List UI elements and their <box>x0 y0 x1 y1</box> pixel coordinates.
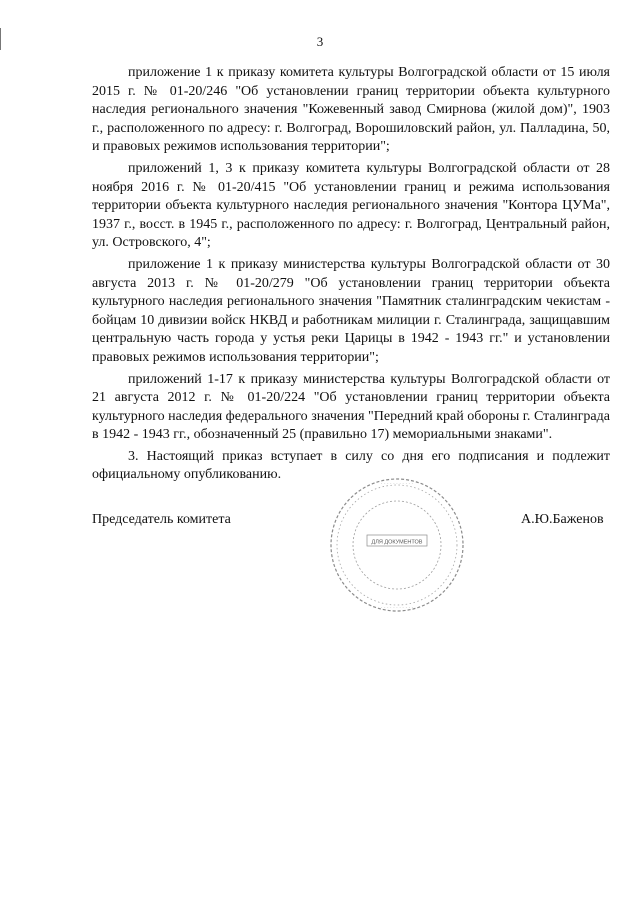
paragraph-appendix-1: приложение 1 к приказу комитета культуры Волгоградской области от 15 июля 2015 г. № 01-20/246 "Об установлении границ территории объекта культурного наследия регионального значения "Кожевенный завод Смирнова (жилой дом)", 1903 г., расположенного по адресу: г. Волгоград, Ворошиловский район, ул. Палладина, 50, и правовых режимов использования территории"; <box>92 65 610 155</box>
svg-text:· · · · · · · · · · ·: · · · · · · · · · · · <box>380 481 414 487</box>
official-seal <box>327 475 467 615</box>
signature-name: А.Ю.Баженов <box>521 512 604 527</box>
paragraph-appendix-3: приложение 1 к приказу министерства культуры Волгоградской области от 30 августа 2013 г. № 01-20/279 "Об установлении границ территории объекта культурного наследия регионального значения "Памятник сталинградским чекистам - бойцам 10 дивизии войск НКВД и работникам милиции г. Сталинграда, защищавшим центральную часть города у устья реки Царицы в 1942 - 1943 гг." и установлении правовых режимов использования территории"; <box>92 256 610 365</box>
seal-text: ДЛЯ ДОКУМЕНТОВ <box>371 539 423 546</box>
paragraph-effective-date: 3. Настоящий приказ вступает в силу со дня его подписания и подлежит официальному опубликованию. <box>92 448 610 483</box>
svg-text:· · · · · · · · · · ·: · · · · · · · · · · · <box>380 605 414 611</box>
paragraph-appendix-2: приложений 1, 3 к приказу комитета культуры Волгоградской области от 28 ноября 2016 г. № 01-20/415 "Об установлении границ и режима использования территории объекта культурного наследия регионального значения "Контора ЦУМа", 1937 г., восст. в 1945 г., расположенного по адресу: г. Волгоград, Центральный район, ул. Островского, 4"; <box>92 160 610 251</box>
document-body <box>92 64 610 488</box>
paragraph-appendix-4: приложений 1-17 к приказу министерства культуры Волгоградской области от 21 августа 2012 г. № 01-20/224 "Об установлении границ территории объекта культурного наследия федерального значения "Передний край обороны г. Сталинграда в 1942 - 1943 гг., обозначенный 25 (правильно 17) мемориальными знаками". <box>92 371 610 443</box>
signature-title: Председатель комитета <box>92 512 231 527</box>
page-number: 3 <box>316 34 324 49</box>
